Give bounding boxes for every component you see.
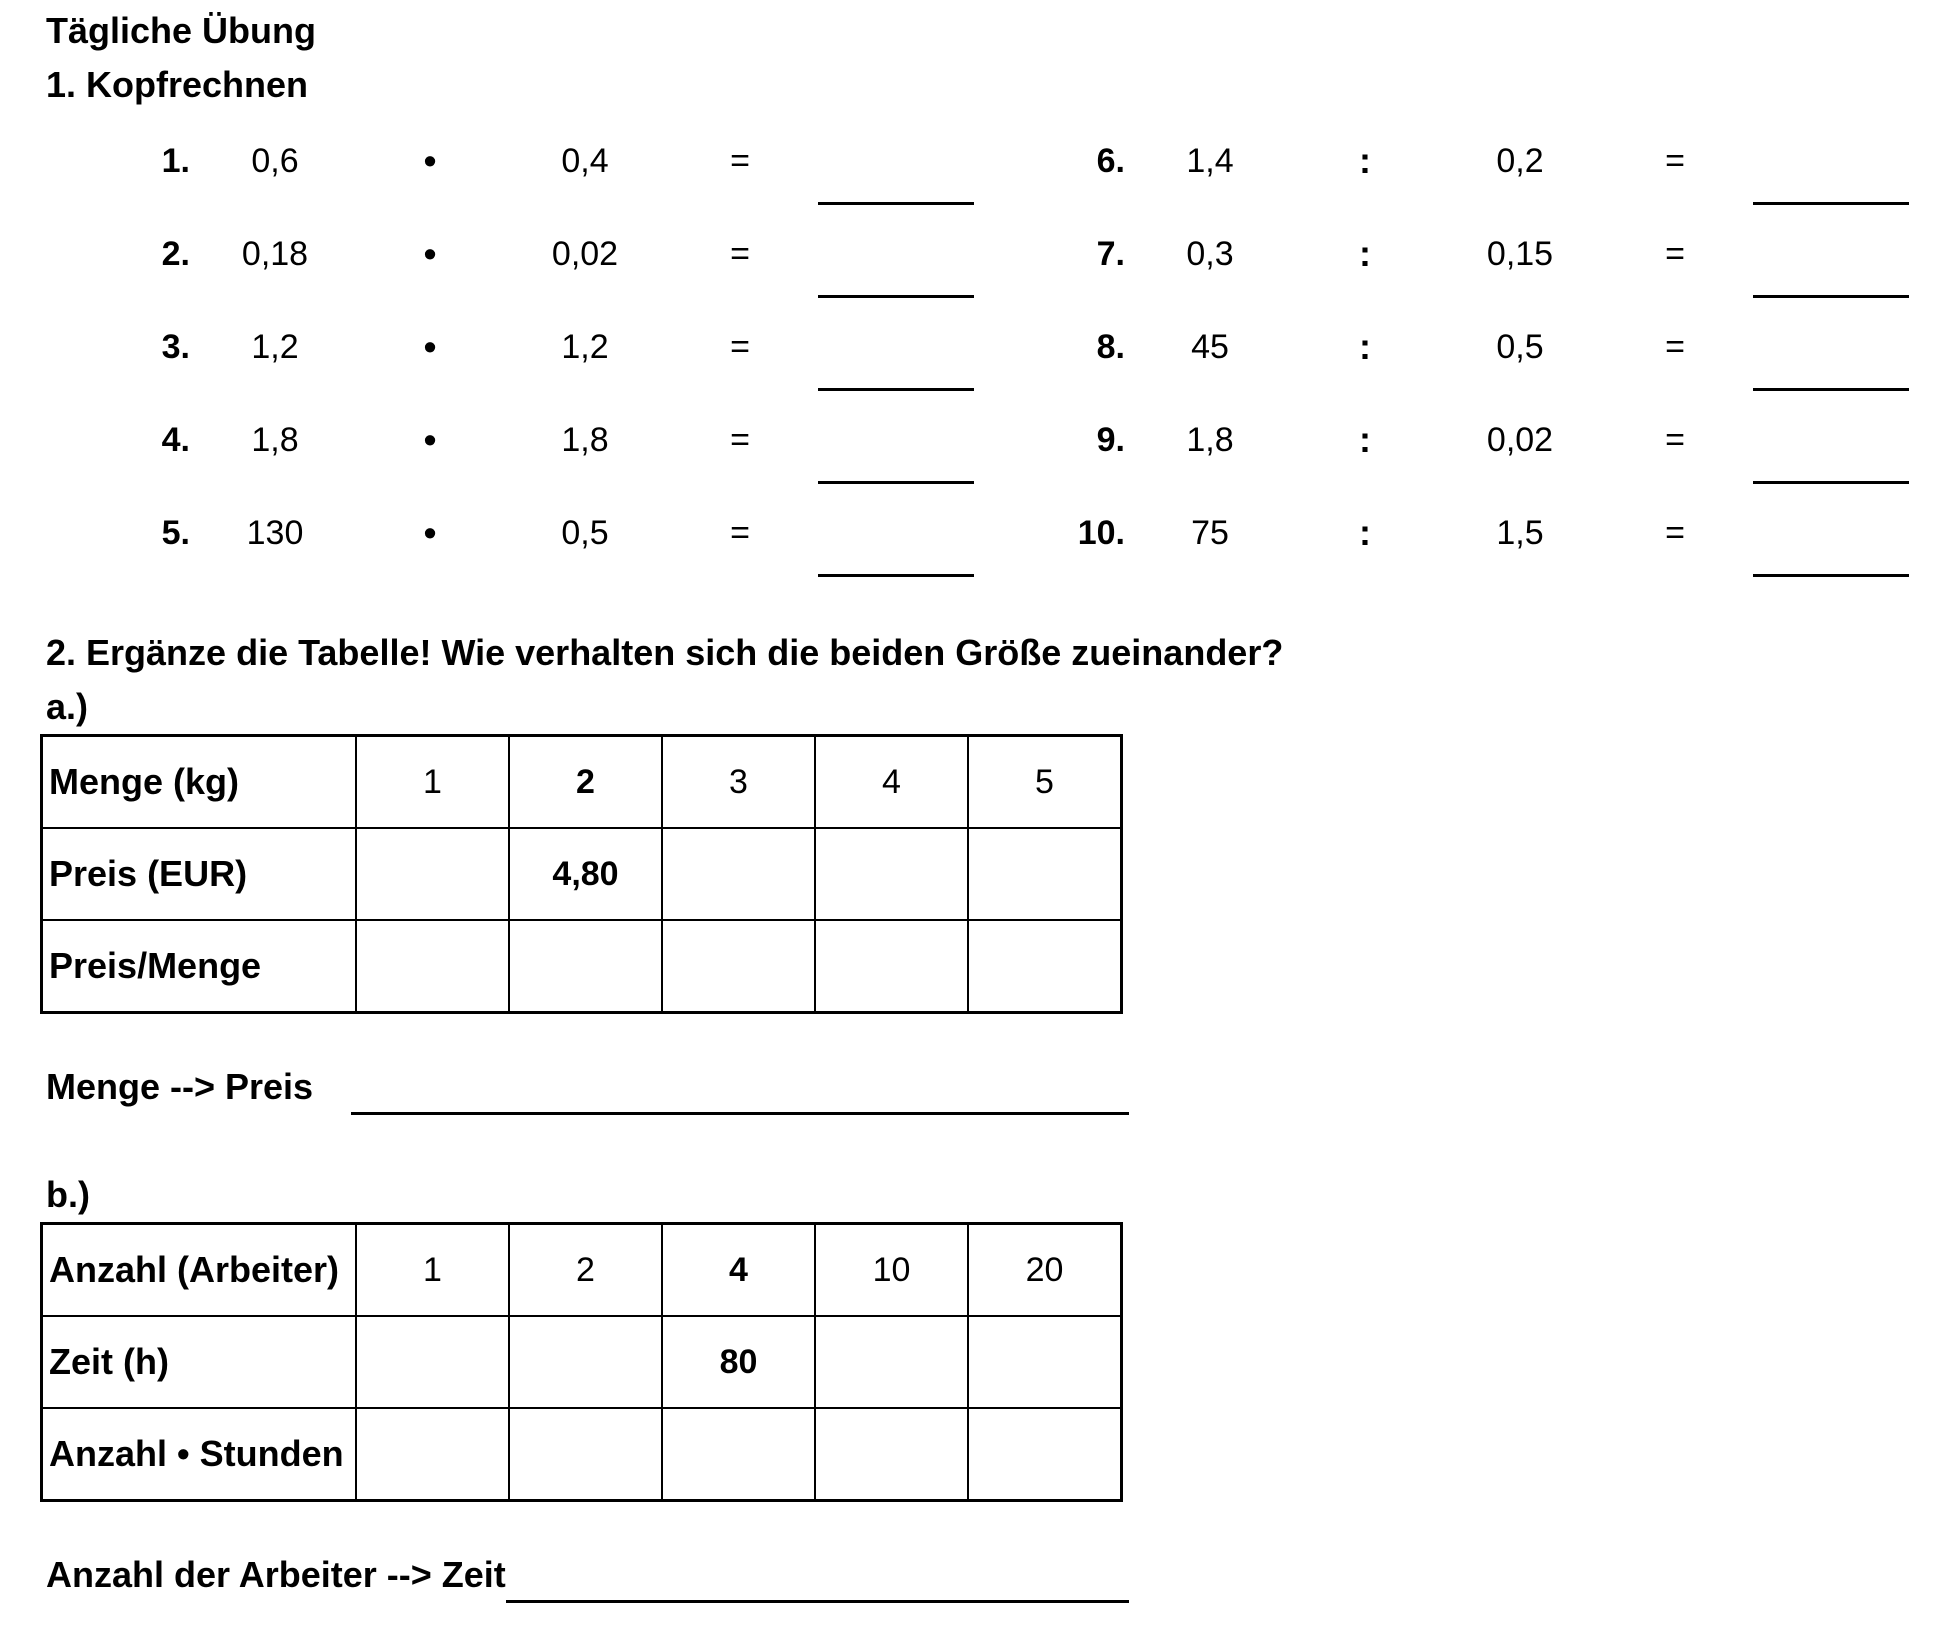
exercise-number: 5. [161, 514, 190, 552]
exercise-2 [0, 229, 1000, 279]
operand-a: 1,2 [251, 328, 299, 366]
operator: • [423, 512, 437, 553]
exercise-number: 1. [161, 142, 190, 180]
operand-b: 1,5 [1496, 514, 1544, 552]
table-cell[interactable] [356, 1408, 509, 1501]
operator: • [423, 326, 437, 367]
table-cell: 4,80 [509, 828, 662, 920]
table-cell[interactable] [509, 920, 662, 1013]
table-cell: 1 [356, 736, 509, 829]
row-label: Anzahl • Stunden [42, 1408, 357, 1501]
table-cell[interactable] [968, 1408, 1122, 1501]
table-row [42, 1408, 1122, 1501]
operand-a: 0,18 [241, 235, 309, 273]
table-cell[interactable] [815, 1408, 968, 1501]
answer-blank-10[interactable] [1753, 574, 1909, 577]
exercise-number: 9. [1096, 421, 1125, 459]
section-2-heading: 2. Ergänze die Tabelle! Wie verhalten sich die beiden Größe zueinander? [46, 632, 1284, 673]
exercise-7 [935, 229, 1935, 279]
exercise-number: 8. [1096, 328, 1125, 366]
operator: : [1359, 140, 1371, 181]
answer-blank-7[interactable] [1753, 295, 1909, 298]
operand-a: 1,8 [1186, 421, 1234, 459]
operator: : [1359, 233, 1371, 274]
operand-b: 0,02 [551, 235, 619, 273]
table-row [42, 920, 1122, 1013]
table-cell: 20 [968, 1224, 1122, 1317]
table-cell: 4 [815, 736, 968, 829]
equals-sign: = [1665, 142, 1685, 180]
table-cell[interactable] [815, 828, 968, 920]
equals-sign: = [730, 514, 750, 552]
operand-a: 0,3 [1186, 235, 1234, 273]
table-row [42, 1316, 1122, 1408]
row-label: Preis/Menge [42, 920, 357, 1013]
table-cell: 3 [662, 736, 815, 829]
operand-a: 1,8 [251, 421, 299, 459]
answer-blank-4[interactable] [818, 481, 974, 484]
operator: • [423, 419, 437, 460]
operand-b: 0,5 [561, 514, 609, 552]
table-cell[interactable] [509, 1316, 662, 1408]
operand-b: 0,15 [1486, 235, 1554, 273]
operand-a: 130 [246, 514, 304, 552]
equals-sign: = [1665, 514, 1685, 552]
relation-a-label: Menge --> Preis [46, 1066, 314, 1107]
table-cell[interactable] [662, 828, 815, 920]
exercise-number: 10. [1077, 514, 1125, 552]
table-cell[interactable] [662, 1408, 815, 1501]
exercise-number: 2. [161, 235, 190, 273]
equals-sign: = [1665, 235, 1685, 273]
table-cell[interactable] [662, 920, 815, 1013]
operator: : [1359, 419, 1371, 460]
table-b [40, 1222, 1123, 1502]
table-cell: 80 [662, 1316, 815, 1408]
relation-b-answer-line[interactable] [506, 1600, 1129, 1603]
table-cell: 2 [509, 736, 662, 829]
table-cell[interactable] [815, 1316, 968, 1408]
table-row [42, 1224, 1122, 1317]
exercise-3 [0, 322, 1000, 372]
operator: : [1359, 326, 1371, 367]
operand-b: 0,4 [561, 142, 609, 180]
table-cell: 4 [662, 1224, 815, 1317]
exercise-10 [935, 508, 1935, 558]
exercise-number: 4. [161, 421, 190, 459]
relation-b-label: Anzahl der Arbeiter --> Zeit [46, 1554, 506, 1595]
answer-blank-3[interactable] [818, 388, 974, 391]
answer-blank-6[interactable] [1753, 202, 1909, 205]
equals-sign: = [730, 235, 750, 273]
exercise-4 [0, 415, 1000, 465]
equals-sign: = [1665, 328, 1685, 366]
table-cell: 2 [509, 1224, 662, 1317]
row-label: Preis (EUR) [42, 828, 357, 920]
operand-a: 75 [1191, 514, 1229, 552]
exercise-8 [935, 322, 1935, 372]
operator: : [1359, 512, 1371, 553]
equals-sign: = [730, 142, 750, 180]
table-cell[interactable] [968, 828, 1122, 920]
section-1-heading: 1. Kopfrechnen [46, 64, 309, 105]
exercise-6 [935, 136, 1935, 186]
table-cell[interactable] [509, 1408, 662, 1501]
table-cell[interactable] [968, 920, 1122, 1013]
operand-b: 1,8 [561, 421, 609, 459]
exercise-1 [0, 136, 1000, 186]
answer-blank-8[interactable] [1753, 388, 1909, 391]
exercise-number: 6. [1096, 142, 1125, 180]
exercise-5 [0, 508, 1000, 558]
table-row [42, 736, 1122, 829]
answer-blank-9[interactable] [1753, 481, 1909, 484]
operand-a: 1,4 [1186, 142, 1234, 180]
part-a-label: a.) [46, 686, 89, 727]
table-cell: 10 [815, 1224, 968, 1317]
operand-b: 1,2 [561, 328, 609, 366]
table-cell[interactable] [356, 920, 509, 1013]
answer-blank-1[interactable] [818, 202, 974, 205]
table-cell: 5 [968, 736, 1122, 829]
table-cell[interactable] [356, 1316, 509, 1408]
answer-blank-2[interactable] [818, 295, 974, 298]
operator: • [423, 233, 437, 274]
table-cell: 1 [356, 1224, 509, 1317]
operand-a: 45 [1191, 328, 1229, 366]
equals-sign: = [730, 328, 750, 366]
table-cell[interactable] [815, 920, 968, 1013]
operand-b: 0,02 [1486, 421, 1554, 459]
row-label: Menge (kg) [42, 736, 357, 829]
operand-b: 0,2 [1496, 142, 1544, 180]
page-title: Tägliche Übung [46, 10, 316, 51]
exercise-9 [935, 415, 1935, 465]
operand-a: 0,6 [251, 142, 299, 180]
row-label: Zeit (h) [42, 1316, 357, 1408]
operator: • [423, 140, 437, 181]
table-cell[interactable] [968, 1316, 1122, 1408]
table-cell[interactable] [356, 828, 509, 920]
equals-sign: = [730, 421, 750, 459]
exercise-number: 3. [161, 328, 190, 366]
table-a [40, 734, 1123, 1014]
relation-a-answer-line[interactable] [351, 1112, 1129, 1115]
row-label: Anzahl (Arbeiter) [42, 1224, 357, 1317]
operand-b: 0,5 [1496, 328, 1544, 366]
table-row [42, 828, 1122, 920]
part-b-label: b.) [46, 1174, 90, 1215]
exercise-number: 7. [1096, 235, 1125, 273]
answer-blank-5[interactable] [818, 574, 974, 577]
equals-sign: = [1665, 421, 1685, 459]
